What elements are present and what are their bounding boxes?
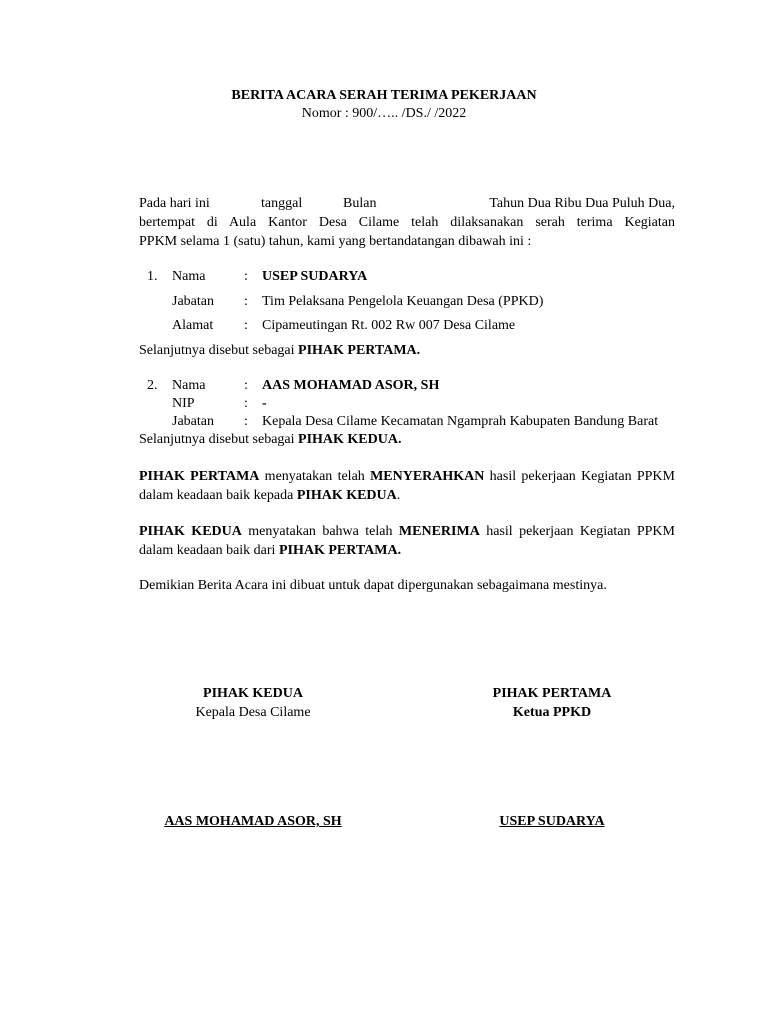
party2-number: 2.	[147, 378, 158, 393]
intro-tanggal: tanggal	[261, 196, 303, 211]
handover-paragraph: PIHAK PERTAMA menyatakan telah MENYERAHKAN hasil pekerjaan Kegiatan PPKM dalam keadaan baik kepada PIHAK KEDUA.	[139, 469, 675, 503]
intro-bulan: Bulan	[343, 196, 377, 211]
document-title: BERITA ACARA SERAH TERIMA PEKERJAAN	[231, 88, 537, 103]
intro-line-3: PPKM selama 1 (satu) tahun, kami yang bertandatangan dibawah ini :	[139, 234, 532, 249]
sign-left-title: PIHAK KEDUA	[203, 686, 303, 701]
receipt-paragraph: PIHAK KEDUA menyatakan bahwa telah MENERIMA hasil pekerjaan Kegiatan PPKM dalam keadaan baik dari PIHAK PERTAMA.	[139, 524, 675, 558]
sign-left-role: Kepala Desa Cilame	[195, 705, 311, 720]
intro-tahun: Tahun Dua Ribu Dua Puluh Dua,	[489, 196, 675, 211]
intro-hari: Pada hari ini	[139, 196, 210, 211]
party1-name: USEP SUDARYA	[262, 269, 368, 284]
sign-right-role: Ketua PPKD	[512, 705, 592, 720]
party2-designation: Selanjutnya disebut sebagai PIHAK KEDUA.	[139, 432, 402, 447]
intro-line-2: bertempat di Aula Kantor Desa Cilame telah dilaksanakan serah terima Kegiatan	[139, 215, 675, 230]
sign-left-name: AAS MOHAMAD ASOR, SH	[164, 814, 342, 829]
party1-designation: Selanjutnya disebut sebagai PIHAK PERTAMA.	[139, 343, 421, 358]
document-number: Nomor : 900/….. /DS./ /2022	[301, 106, 467, 121]
party2-name: AAS MOHAMAD ASOR, SH	[262, 378, 440, 393]
sign-right-name: USEP SUDARYA	[499, 814, 605, 829]
intro-line-1	[139, 195, 675, 213]
sign-right-title: PIHAK PERTAMA	[492, 686, 612, 701]
party1-number: 1.	[147, 269, 158, 284]
closing-statement: Demikian Berita Acara ini dibuat untuk dapat dipergunakan sebagaimana mestinya.	[139, 578, 607, 593]
